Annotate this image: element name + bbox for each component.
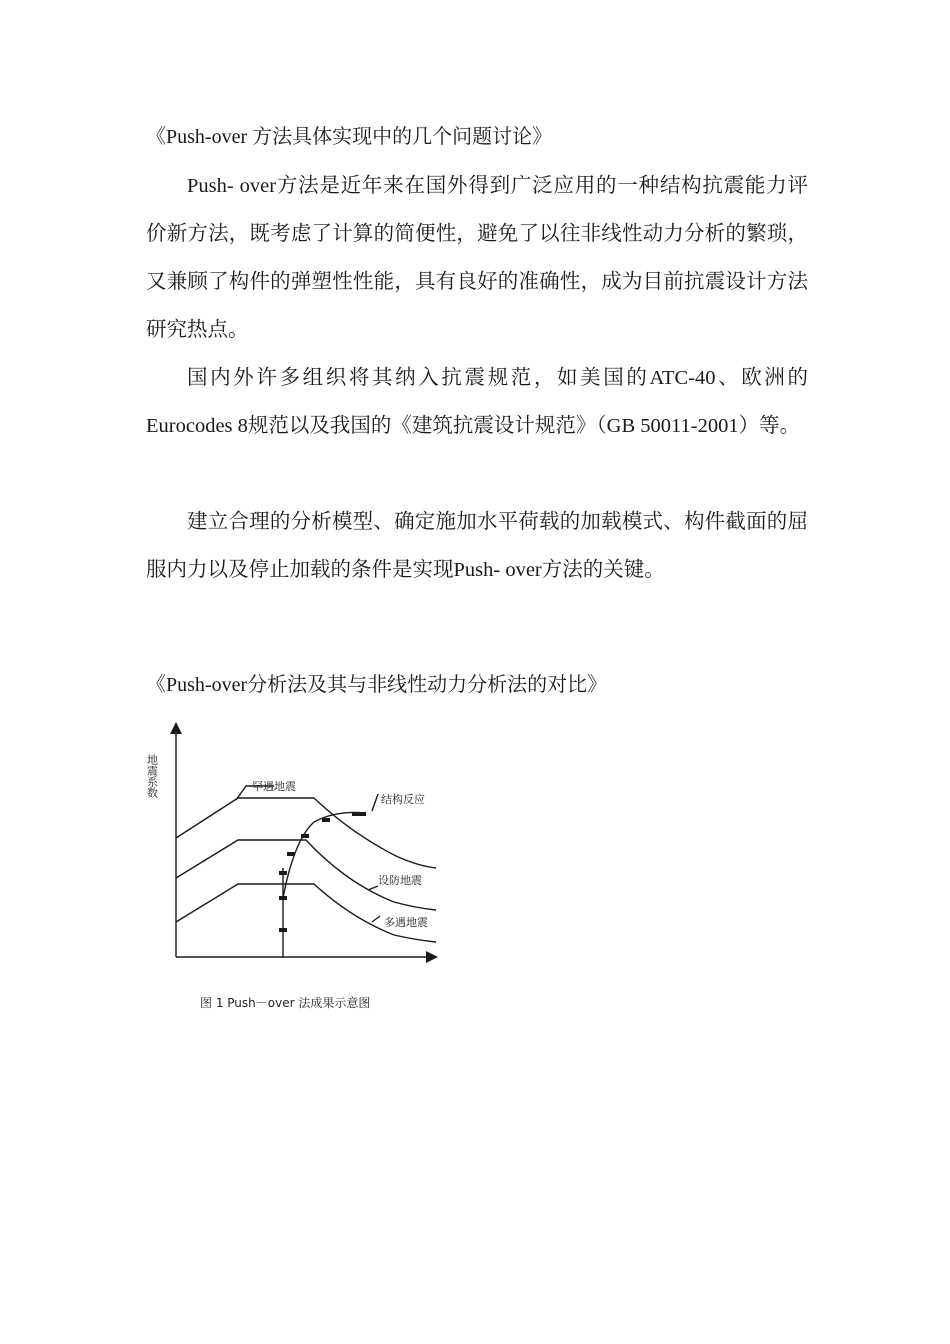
curve-design-label: 设防地震 [378,874,422,887]
curve-frequent-line [176,884,436,942]
mark-3 [279,871,287,875]
curve-rare-line [176,798,436,868]
section-title-comparison: 《Push-over分析法及其与非线性动力分析法的对比》 [146,674,608,696]
mark-5 [301,834,309,838]
paragraph-codes: 国内外许多组织将其纳入抗震规范，如美国的ATC-40、欧洲的Eurocodes 8规范以及我国的《建筑抗震设计规范》（GB 50011-2001）等。 [146,367,808,437]
mark-6 [322,818,330,822]
y-axis-arrow [170,722,182,734]
leader-response [372,794,378,811]
y-axis-label: 地震系数 [146,754,159,798]
curve-frequent-label: 多遇地震 [384,916,428,929]
x-axis-arrow [426,951,438,963]
paragraph-keys: 建立合理的分析模型、确定施加水平荷载的加载模式、构件截面的屈服内力以及停止加载的条件是实现Push- over方法的关键。 [146,511,808,581]
leader-frequent [372,916,380,922]
figure-caption: 图 1 Push－over 法成果示意图 [200,996,371,1010]
curve-response-line [283,812,366,898]
pushover-diagram [146,718,456,1018]
mark-2 [279,896,287,900]
leader-design [368,886,378,890]
curve-rare-label: 罕遇地震 [252,780,296,793]
pushover-figure [146,718,456,1018]
paragraph-intro: Push- over方法是近年来在国外得到广泛应用的一种结构抗震能力评价新方法，既考虑了计算的简便性，避免了以往非线性动力分析的繁琐，又兼顾了构件的弹塑性性能，具有良好的准确性，成为目前抗震设计方法研究热点。 [146,175,808,341]
section-title-issues: 《Push-over 方法具体实现中的几个问题讨论》 [146,126,553,148]
curve-response-label: 结构反应 [381,793,425,806]
mark-1 [279,928,287,932]
mark-4 [287,852,295,856]
mark-7 [352,812,366,816]
